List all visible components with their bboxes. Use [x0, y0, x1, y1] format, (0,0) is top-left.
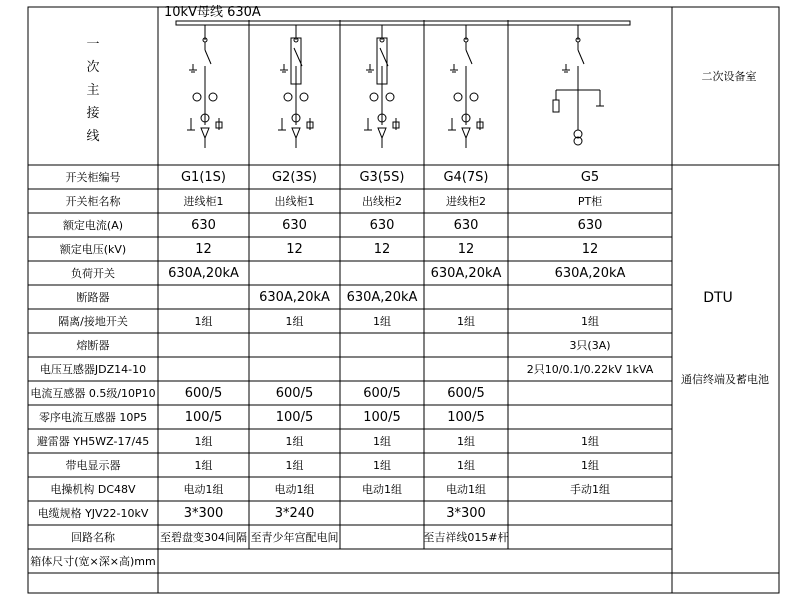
table-cell: 3*240: [274, 506, 315, 521]
table-cell: 进线柜1: [183, 195, 224, 208]
table-cell: 630: [282, 218, 307, 233]
table-cell: 出线柜2: [362, 195, 402, 208]
table-cell: 12: [581, 242, 599, 257]
table-cell: 630: [191, 218, 216, 233]
table-cell: 1组: [373, 435, 391, 448]
primary-wiring-diagram: [176, 21, 630, 148]
table-cell: G4(7S): [443, 170, 489, 185]
switch-blade: [466, 50, 472, 64]
table-cell: 12: [373, 242, 391, 257]
ct-symbol: [193, 93, 201, 101]
table-cell: 出线柜1: [274, 195, 315, 208]
table-cell: 100/5: [275, 410, 314, 425]
table-cell: 电动1组: [274, 483, 315, 496]
row-label: 开关柜编号: [65, 171, 121, 184]
table-cell: 12: [286, 242, 303, 257]
table-cell: 1组: [285, 435, 304, 448]
primary-wiring-label-char: 主: [86, 83, 100, 98]
table-text: [30, 37, 653, 568]
table-cell: 600/5: [447, 386, 485, 401]
table-cell: 100/5: [447, 410, 485, 425]
ct-symbol: [386, 93, 394, 101]
table-cell: 电动1组: [446, 483, 486, 496]
table-cell: 至吉祥线015#杆: [423, 531, 509, 544]
switch-blade: [205, 50, 211, 64]
table-cell: 630A,20kA: [259, 290, 330, 305]
primary-wiring-label-char: 线: [86, 129, 100, 144]
table-cell: G5: [580, 170, 600, 185]
switch-blade: [578, 50, 584, 64]
fuse: [553, 100, 559, 112]
table-cell: 600/5: [275, 386, 314, 401]
table-cell: 1组: [457, 315, 475, 328]
ct-symbol: [209, 93, 217, 101]
table-cell: 1组: [285, 315, 304, 328]
table-cell: 630: [577, 218, 603, 233]
table-cell: 1组: [457, 435, 475, 448]
table-cell: 100/5: [184, 410, 223, 425]
row-label: 零序电流互感器 10P5: [38, 411, 148, 424]
primary-wiring-label-char: 一: [86, 37, 100, 52]
ct-symbol: [454, 93, 462, 101]
row-label: 开关柜名称: [65, 195, 121, 208]
arrester-symbol: [462, 128, 470, 138]
row-label: 隔离/接地开关: [58, 315, 128, 328]
row-label: 断路器: [76, 291, 110, 304]
table-cell: 1组: [285, 459, 304, 472]
table-cell: 3只(3A): [569, 339, 611, 352]
table-cell: 1组: [194, 315, 213, 328]
table-cell: G2(3S): [271, 170, 318, 185]
ct-symbol: [284, 93, 292, 101]
arrester-symbol: [378, 128, 386, 138]
row-label: 电压互感器JDZ14-10: [39, 363, 147, 376]
table-cell: 12: [195, 242, 212, 257]
table-cell: 600/5: [184, 386, 223, 401]
table-cell: 1组: [581, 315, 599, 328]
table-cell: 630A,20kA: [554, 266, 626, 281]
table-cell: 630A,20kA: [346, 290, 418, 305]
secondary-room-label: 二次设备室: [701, 70, 757, 83]
table-cell: 至青少年宫配电间: [250, 531, 339, 544]
row-label: 负荷开关: [71, 267, 115, 280]
dtu-label: DTU: [703, 290, 733, 306]
table-cell: 1组: [194, 435, 213, 448]
table-cell: 600/5: [363, 386, 401, 401]
row-label: 额定电压(kV): [59, 243, 127, 256]
table-cell: 1组: [373, 459, 391, 472]
row-label: 电缆规格 YJV22-10kV: [37, 507, 149, 520]
table-cell: 手动1组: [570, 483, 610, 496]
arrester-symbol: [201, 128, 209, 138]
table-cell: 630: [369, 218, 395, 233]
table-cell: 3*300: [446, 506, 486, 521]
table-cell: 2只10/0.1/0.22kV 1kVA: [526, 363, 654, 376]
comm-terminal-label: 通信终端及蓄电池: [681, 373, 769, 386]
table-cell: 1组: [373, 315, 391, 328]
bus-bar: [176, 21, 630, 25]
row-label: 回路名称: [71, 531, 115, 544]
row-label: 额定电流(A): [62, 219, 124, 232]
ct-symbol: [370, 93, 378, 101]
table-cell: 1组: [194, 459, 213, 472]
table-cell: 电动1组: [362, 483, 402, 496]
table-cell: 1组: [457, 459, 475, 472]
table-cell: 630: [453, 218, 479, 233]
table-cell: 1组: [581, 435, 599, 448]
row-label: 电流互感器 0.5级/10P10: [30, 387, 156, 400]
table-cell: 电动1组: [183, 483, 224, 496]
table-cell: 12: [457, 242, 475, 257]
arrester-symbol: [292, 128, 300, 138]
table-cell: G3(5S): [359, 170, 405, 185]
table-cell: 1组: [581, 459, 599, 472]
table-cell: G1(1S): [180, 170, 227, 185]
row-label: 电操机构 DC48V: [50, 483, 136, 496]
row-label: 熔断器: [76, 339, 110, 352]
table-cell: 至碧盘变304间隔: [160, 531, 247, 544]
table-cell: 630A,20kA: [168, 266, 239, 281]
table-cell: 630A,20kA: [430, 266, 502, 281]
table-cell: 3*300: [183, 506, 224, 521]
bus-label: 10kV母线 630A: [164, 5, 261, 20]
table-cell: 进线柜2: [446, 195, 486, 208]
ct-symbol: [300, 93, 308, 101]
table-cell: PT柜: [577, 195, 603, 208]
row-label: 箱体尺寸(宽×深×高)mm: [30, 555, 156, 568]
primary-wiring-label-char: 次: [86, 60, 100, 75]
table-cell: 100/5: [363, 410, 401, 425]
row-label: 带电显示器: [65, 459, 121, 472]
primary-wiring-label-char: 接: [86, 106, 100, 121]
ct-symbol: [470, 93, 478, 101]
row-label: 避雷器 YH5WZ-17/45: [36, 435, 150, 448]
